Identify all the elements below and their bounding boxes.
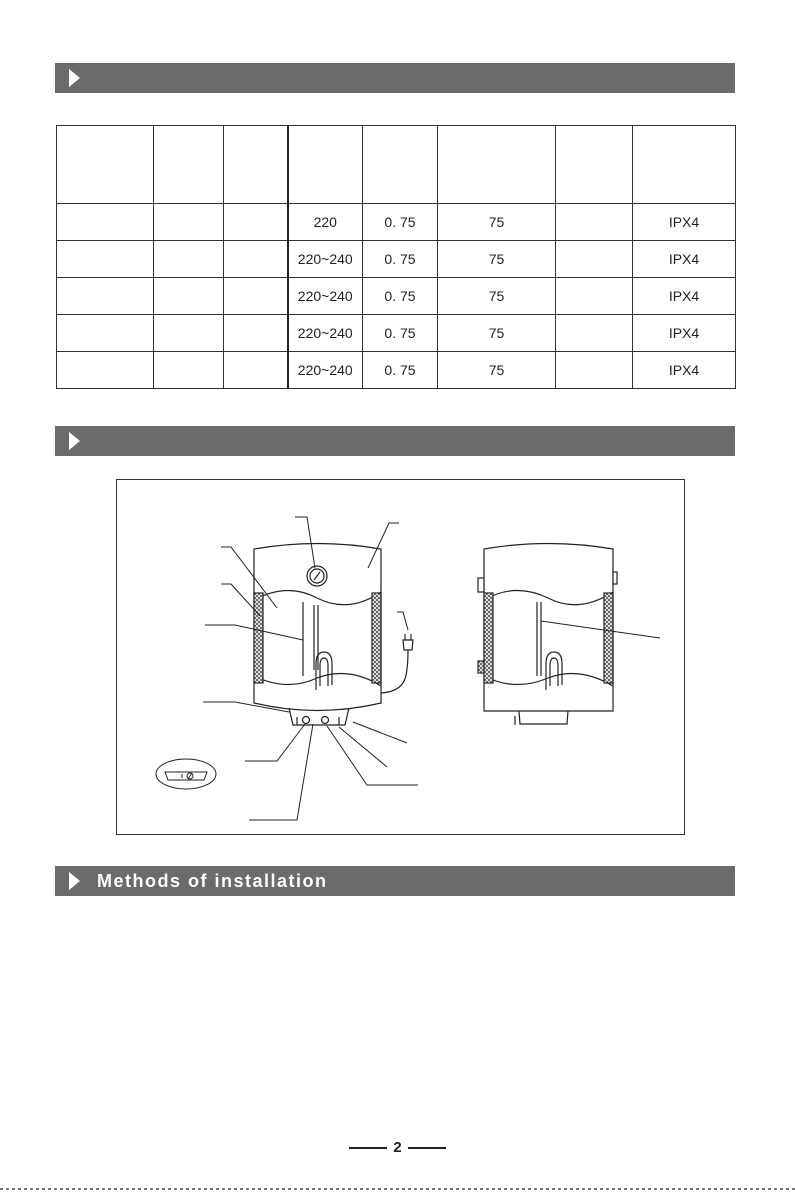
protection-cell: IPX4 [633,352,736,389]
pressure-cell: 0. 75 [363,315,438,352]
water-heater-diagram [116,479,685,835]
voltage-cell: 220~240 [288,352,363,389]
play-arrow-icon [69,872,80,890]
pressure-cell: 0. 75 [363,352,438,389]
protection-cell: IPX4 [633,241,736,278]
page-rule-right [408,1147,446,1149]
temperature-cell: 75 [438,241,556,278]
section-header-specs [55,63,735,93]
section-header-installation [55,866,735,896]
voltage-cell: 220~240 [288,241,363,278]
temperature-cell: 75 [438,278,556,315]
page-rule-left [349,1147,387,1149]
voltage-cell: 220~240 [288,278,363,315]
inset-detail [156,759,216,789]
pressure-cell: 0. 75 [363,241,438,278]
heater-side-view [478,544,617,726]
voltage-cell: 220 [288,204,363,241]
voltage-cell: 220~240 [288,315,363,352]
header-cell [633,126,736,204]
header-cell [556,126,633,204]
header-cell [438,126,556,204]
temperature-cell: 75 [438,204,556,241]
header-cell [154,126,224,204]
temperature-cell: 75 [438,352,556,389]
table-row [57,352,736,389]
play-arrow-icon [69,432,80,450]
spec-table [56,125,736,389]
page-number-text: 2 [393,1139,402,1156]
table-row [57,278,736,315]
play-arrow-icon [69,69,80,87]
section-header-structure [55,426,735,456]
protection-cell: IPX4 [633,204,736,241]
header-cell [224,126,288,204]
protection-cell: IPX4 [633,278,736,315]
table-header-row [57,126,736,204]
header-cell [57,126,154,204]
pressure-cell: 0. 75 [363,278,438,315]
table-row [57,315,736,352]
scan-edge [0,1188,795,1190]
table-row [57,241,736,278]
header-cell [363,126,438,204]
header-cell [288,126,363,204]
table-row [57,204,736,241]
page-number [0,1139,795,1156]
section-title-installation: Methods of installation [97,871,328,891]
pressure-cell: 0. 75 [363,204,438,241]
temperature-cell: 75 [438,315,556,352]
protection-cell: IPX4 [633,315,736,352]
